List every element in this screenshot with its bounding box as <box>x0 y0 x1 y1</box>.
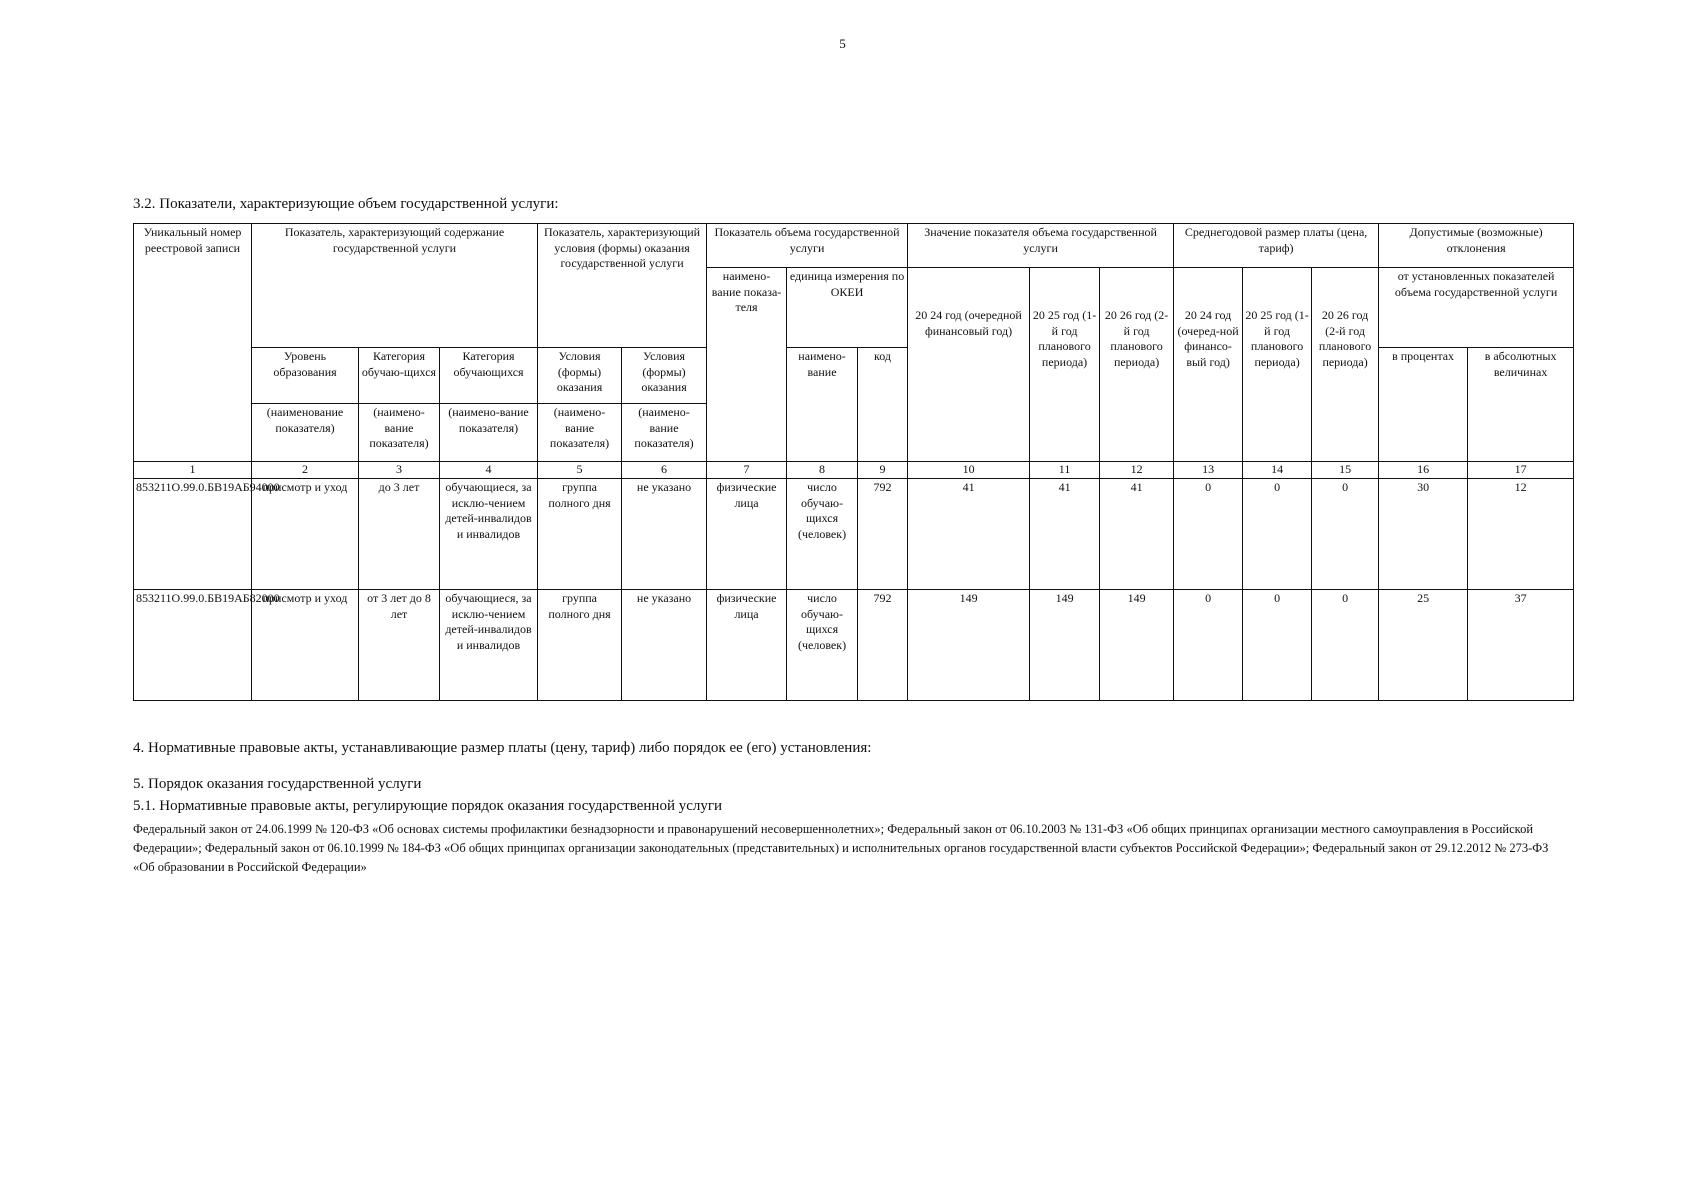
value-2026: 41 <box>1100 479 1174 590</box>
column-number: 14 <box>1243 462 1312 479</box>
header-year-2026-fee: 20 26 год (2-й год планового периода) <box>1312 268 1379 462</box>
education-level: присмотр и уход <box>252 479 359 590</box>
value-2025: 41 <box>1030 479 1100 590</box>
header-content-indicator: Показатель, характеризующий содержание государственной услуги <box>252 224 538 348</box>
header-year-2025-value: 20 25 год (1-й год планового периода) <box>1030 268 1100 462</box>
education-level: присмотр и уход <box>252 590 359 701</box>
column-number: 6 <box>622 462 707 479</box>
header-year-2025-fee: 20 25 год (1-й год планового периода) <box>1243 268 1312 462</box>
header-indicator-name-3: (наимено-вание показателя) <box>440 404 538 462</box>
column-number: 13 <box>1174 462 1243 479</box>
section-3-2-title: 3.2. Показатели, характеризующие объем государственной услуги: <box>133 196 559 212</box>
unit-code: 792 <box>858 479 908 590</box>
header-indicator-name-4: (наимено-вание показателя) <box>538 404 622 462</box>
student-category-2: обучающиеся, за исклю-чением детей-инвалидов и инвалидов <box>440 590 538 701</box>
registry-number: 853211О.99.0.БВ19АБ94000 <box>134 479 252 590</box>
value-2024: 41 <box>908 479 1030 590</box>
header-volume-indicator: Показатель объема государственной услуги <box>707 224 908 268</box>
header-year-2024-fee: 20 24 год (очеред-ной финансо-вый год) <box>1174 268 1243 462</box>
section-4-title: 4. Нормативные правовые акты, устанавливающие размер платы (цену, тариф) либо порядок ее (его) установления: <box>133 740 872 756</box>
header-deviation-percent: в процентах <box>1379 348 1468 462</box>
header-deviation-title: Допустимые (возможные) отклонения <box>1379 224 1574 268</box>
header-conditions-indicator: Показатель, характеризующий условия (формы) оказания государственной услуги <box>538 224 707 348</box>
column-number: 17 <box>1468 462 1574 479</box>
header-unit-name: наимено-вание <box>787 348 858 462</box>
header-deviation-sub: от установленных показателей объема государственной услуги <box>1379 268 1574 348</box>
value-2025: 149 <box>1030 590 1100 701</box>
column-number: 9 <box>858 462 908 479</box>
header-condition-1: Условия (формы) оказания <box>538 348 622 404</box>
section-5-1-text: Федеральный закон от 24.06.1999 № 120-ФЗ «Об основах системы профилактики безнадзорности и правонарушений несовершеннолетних»; Федеральный закон от 06.10.2003 № 131-ФЗ «Об общих принципах организации местного самоуправления в Российской Федерации»; Федеральный закон от 06.10.1999 № 184-ФЗ «Об общих принципах организации законодательных (представительных) и исполнительных органов государственной власти субъектов Российской Федерации»; Федеральный закон от 29.12.2012 № 273-ФЗ «Об образовании в Российской Федерации» <box>133 822 1549 874</box>
fee-2025: 0 <box>1243 590 1312 701</box>
column-number: 8 <box>787 462 858 479</box>
column-number: 2 <box>252 462 359 479</box>
header-category-1: Категория обучаю-щихся <box>359 348 440 404</box>
unit-code: 792 <box>858 590 908 701</box>
header-average-fee: Среднегодовой размер платы (цена, тариф) <box>1174 224 1379 268</box>
column-number: 5 <box>538 462 622 479</box>
column-number: 16 <box>1379 462 1468 479</box>
header-year-2026-value: 20 26 год (2-й год планового периода) <box>1100 268 1174 462</box>
value-2024: 149 <box>908 590 1030 701</box>
column-number: 10 <box>908 462 1030 479</box>
header-indicator-name-1: (наименование показателя) <box>252 404 359 462</box>
fee-2025: 0 <box>1243 479 1312 590</box>
header-indicator-name-5: (наимено-вание показателя) <box>622 404 707 462</box>
page-number: 5 <box>839 36 846 51</box>
service-condition: группа полного дня <box>538 479 622 590</box>
student-category: от 3 лет до 8 лет <box>359 590 440 701</box>
header-year-2024-value: 20 24 год (очередной финансовый год) <box>908 268 1030 462</box>
header-volume-value: Значение показателя объема государственной услуги <box>908 224 1174 268</box>
column-number: 7 <box>707 462 787 479</box>
deviation-absolute: 37 <box>1468 590 1574 701</box>
volume-indicator: физические лица <box>707 479 787 590</box>
header-level: Уровень образования <box>252 348 359 404</box>
unit-name: число обучаю-щихся (человек) <box>787 479 858 590</box>
header-unit-okei: единица измерения по ОКЕИ <box>787 268 908 348</box>
deviation-percent: 25 <box>1379 590 1468 701</box>
deviation-percent: 30 <box>1379 479 1468 590</box>
service-condition: группа полного дня <box>538 590 622 701</box>
fee-2026: 0 <box>1312 590 1379 701</box>
unit-name: число обучаю-щихся (человек) <box>787 590 858 701</box>
column-number: 12 <box>1100 462 1174 479</box>
column-numbers-row <box>134 462 1574 479</box>
volume-indicators-table <box>133 223 1574 701</box>
table-row <box>134 590 1574 701</box>
student-category: до 3 лет <box>359 479 440 590</box>
table-row <box>134 479 1574 590</box>
fee-2024: 0 <box>1174 479 1243 590</box>
deviation-absolute: 12 <box>1468 479 1574 590</box>
service-condition-2: не указано <box>622 590 707 701</box>
fee-2026: 0 <box>1312 479 1379 590</box>
column-number: 1 <box>134 462 252 479</box>
header-condition-2: Условия (формы) оказания <box>622 348 707 404</box>
header-volume-indicator-name: наимено-вание показа-теля <box>707 268 787 462</box>
student-category-2: обучающиеся, за исклю-чением детей-инвалидов и инвалидов <box>440 479 538 590</box>
column-number: 11 <box>1030 462 1100 479</box>
service-condition-2: не указано <box>622 479 707 590</box>
value-2026: 149 <box>1100 590 1174 701</box>
header-deviation-absolute: в абсолютных величинах <box>1468 348 1574 462</box>
header-category-2: Категория обучающихся <box>440 348 538 404</box>
column-number: 4 <box>440 462 538 479</box>
header-unique-number: Уникальный номер реестровой записи <box>134 224 252 462</box>
fee-2024: 0 <box>1174 590 1243 701</box>
header-indicator-name-2: (наимено-вание показателя) <box>359 404 440 462</box>
section-5-1-title: 5.1. Нормативные правовые акты, регулирующие порядок оказания государственной услуги <box>133 798 723 814</box>
column-number: 15 <box>1312 462 1379 479</box>
section-5-title: 5. Порядок оказания государственной услуги <box>133 776 422 792</box>
column-number: 3 <box>359 462 440 479</box>
registry-number: 853211О.99.0.БВ19АБ82000 <box>134 590 252 701</box>
volume-indicator: физические лица <box>707 590 787 701</box>
header-unit-code: код <box>858 348 908 462</box>
